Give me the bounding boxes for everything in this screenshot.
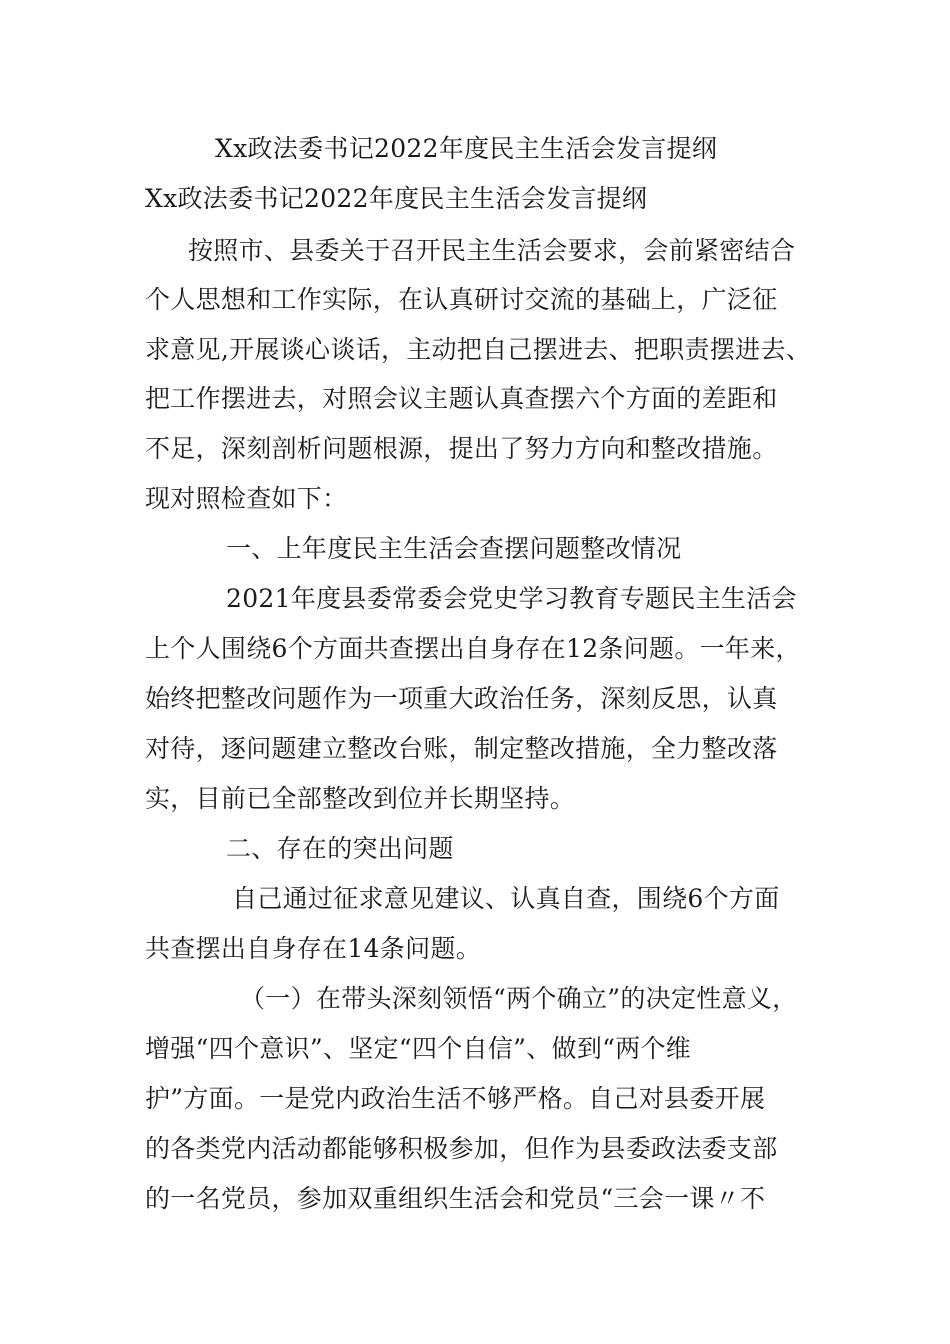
- paragraph-line: 按照市、县委关于召开民主生活会要求，会前紧密结合: [188, 236, 796, 265]
- paragraph-line: 不足，深刻剖析问题根源，提出了努力方向和整改措施。: [145, 434, 778, 463]
- paragraph-line: 的一名党员，参加双重组织生活会和党员“三会一课〃不: [145, 1184, 766, 1213]
- paragraph-line: 自己通过征求意见建议、认真自查，围绕6个方面: [232, 884, 780, 913]
- subsection-heading: （一）在带头深刻领悟“两个确立”的决定性意义，: [240, 984, 798, 1013]
- document-title: Xx政法委书记2022年度民主生活会发言提纲: [215, 134, 718, 163]
- paragraph-line: 的各类党内活动都能够积极参加，但作为县委政法委支部: [145, 1134, 778, 1163]
- paragraph-line: 求意见,开展谈心谈话，主动把自己摆进去、把职责摆进去、: [145, 335, 812, 364]
- document-subtitle: Xx政法委书记2022年度民主生活会发言提纲: [145, 184, 648, 213]
- section-heading: 二、存在的突出问题: [226, 834, 454, 863]
- paragraph-line: 实，目前已全部整改到位并长期坚持。: [145, 784, 576, 813]
- paragraph-line: 上个人围绕6个方面共查摆出自身存在12条问题。一年来，: [145, 634, 801, 663]
- paragraph-line: 共查摆出自身存在14条问题。: [145, 934, 482, 963]
- paragraph-line: 个人思想和工作实际，在认真研讨交流的基础上，广泛征: [145, 285, 778, 314]
- paragraph-line: 现对照检查如下：: [145, 484, 348, 513]
- paragraph-line: 对待，逐问题建立整改台账，制定整改措施，全力整改落: [145, 734, 778, 763]
- paragraph-line: 护”方面。一是党内政治生活不够严格。自己对县委开展: [145, 1084, 766, 1113]
- paragraph-line: 2021年度县委常委会党史学习教育专题民主生活会: [226, 584, 797, 613]
- paragraph-line: 始终把整改问题作为一项重大政治任务，深刻反思，认真: [145, 684, 778, 713]
- paragraph-line: 把工作摆进去，对照会议主题认真查摆六个方面的差距和: [145, 384, 778, 413]
- paragraph-line: 增强“四个意识”、坚定“四个自信”、做到“两个维: [145, 1034, 692, 1063]
- section-heading: 一、上年度民主生活会查摆问题整改情况: [226, 534, 682, 563]
